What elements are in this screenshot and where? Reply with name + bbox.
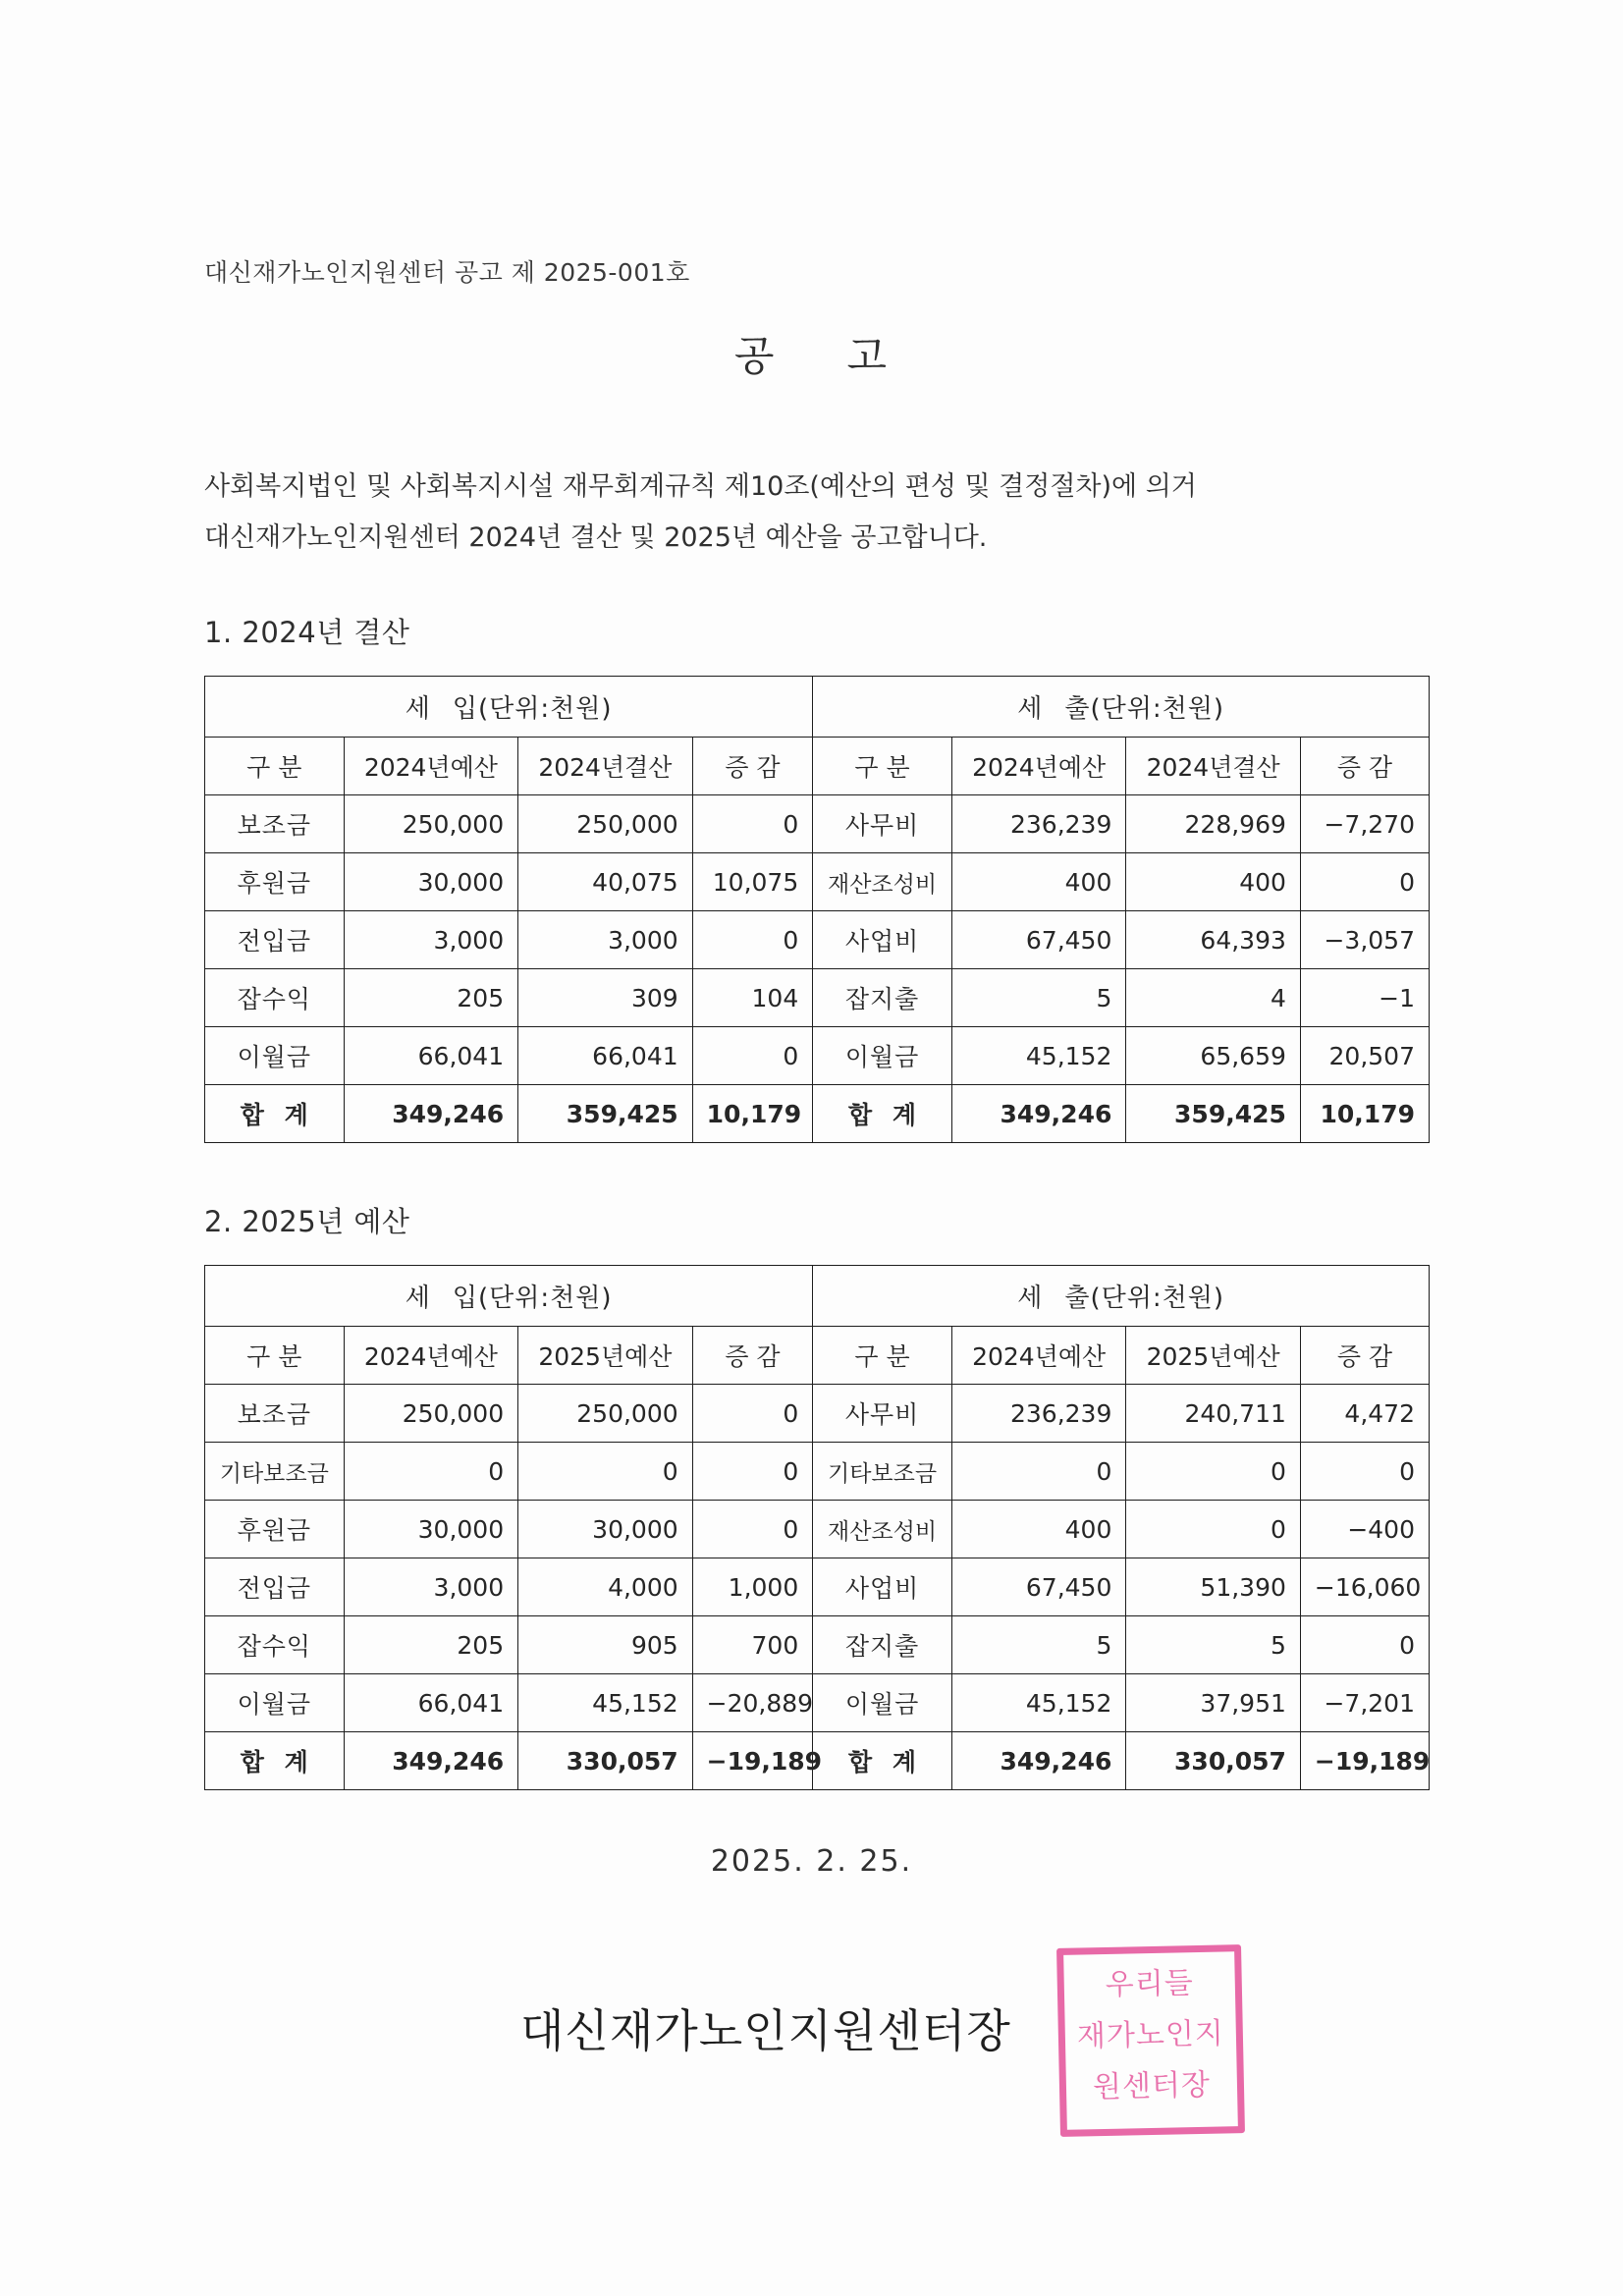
budget-2025-expense-label-3: 사업비 bbox=[813, 1558, 952, 1616]
settlement-2024-income-label-2: 전입금 bbox=[205, 911, 345, 969]
settlement-2024-expense-v2-1: 400 bbox=[1126, 853, 1301, 911]
budget-2025-income-v1-4: 205 bbox=[344, 1616, 518, 1674]
budget-2025-income-diff-0: 0 bbox=[692, 1385, 813, 1443]
budget-2025-expense-header-0: 구 분 bbox=[813, 1327, 952, 1385]
budget-2025-expense-total-v1: 349,246 bbox=[951, 1732, 1126, 1790]
budget-2025-expense-label-1: 기타보조금 bbox=[813, 1443, 952, 1501]
settlement-table-2024-wrap bbox=[204, 676, 1430, 1143]
budget-2025-income-header-0: 구 분 bbox=[205, 1327, 345, 1385]
section-2-title: 2. 2025년 예산 bbox=[204, 1205, 410, 1238]
budget-2025-income-v2-4: 905 bbox=[518, 1616, 693, 1674]
budget-2025-income-diff-2: 0 bbox=[692, 1501, 813, 1558]
settlement-2024-expense-v2-0: 228,969 bbox=[1126, 795, 1301, 853]
settlement-2024-expense-label-4: 이월금 bbox=[813, 1027, 952, 1085]
budget-2025-expense-v2-3: 51,390 bbox=[1126, 1558, 1301, 1616]
settlement-2024-expense-label-0: 사무비 bbox=[813, 795, 952, 853]
budget-2025-income-v2-1: 0 bbox=[518, 1443, 693, 1501]
settlement-2024-header-row bbox=[205, 738, 1430, 795]
budget-2025-income-diff-3: 1,000 bbox=[692, 1558, 813, 1616]
settlement-2024-expense-v2-2: 64,393 bbox=[1126, 911, 1301, 969]
budget-2025-income-header-3: 증 감 bbox=[692, 1327, 813, 1385]
budget-2025-income-banner-a: 세 bbox=[405, 1284, 431, 1313]
budget-2025-income-label-4: 잡수익 bbox=[205, 1616, 345, 1674]
signer-name: 대신재가노인지원센터장 bbox=[520, 2004, 1011, 2057]
budget-2025-income-banner-b: 입(단위:천원) bbox=[452, 1284, 613, 1313]
settlement-2024-income-banner-b: 입(단위:천원) bbox=[452, 694, 613, 724]
settlement-2024-income-total-label: 합 계 bbox=[205, 1085, 345, 1143]
budget-2025-expense-diff-2: −400 bbox=[1300, 1501, 1429, 1558]
settlement-2024-income-v2-3: 309 bbox=[518, 969, 693, 1027]
budget-2025-expense-diff-1: 0 bbox=[1300, 1443, 1429, 1501]
budget-2025-expense-v1-2: 400 bbox=[951, 1501, 1126, 1558]
seal-frame bbox=[1056, 1944, 1245, 2137]
budget-2025-expense-banner-a: 세 bbox=[1017, 1284, 1044, 1313]
settlement-2024-expense-diff-3: −1 bbox=[1300, 969, 1429, 1027]
table-row bbox=[205, 911, 1430, 969]
budget-2025-income-header-1: 2024년예산 bbox=[344, 1327, 518, 1385]
budget-2025-expense-label-0: 사무비 bbox=[813, 1385, 952, 1443]
settlement-2024-expense-header-0: 구 분 bbox=[813, 738, 952, 795]
seal-line-2: 재가노인지 bbox=[1076, 2016, 1225, 2054]
budget-2025-expense-v2-1: 0 bbox=[1126, 1443, 1301, 1501]
settlement-2024-expense-diff-4: 20,507 bbox=[1300, 1027, 1429, 1085]
table-row bbox=[205, 1027, 1430, 1085]
settlement-2024-expense-header-2: 2024년결산 bbox=[1126, 738, 1301, 795]
budget-2025-expense-total-label: 합 계 bbox=[813, 1732, 952, 1790]
settlement-2024-income-banner-a: 세 bbox=[405, 694, 431, 724]
budget-2025-expense-label-4: 잡지출 bbox=[813, 1616, 952, 1674]
table-row bbox=[205, 1616, 1430, 1674]
table-row bbox=[205, 1558, 1430, 1616]
budget-2025-expense-v2-2: 0 bbox=[1126, 1501, 1301, 1558]
settlement-2024-total-row bbox=[205, 1085, 1430, 1143]
settlement-2024-expense-v1-1: 400 bbox=[951, 853, 1126, 911]
document-number: 대신재가노인지원센터 공고 제 2025-001호 bbox=[204, 258, 690, 287]
settlement-2024-income-diff-1: 10,075 bbox=[692, 853, 813, 911]
settlement-2024-expense-label-3: 잡지출 bbox=[813, 969, 952, 1027]
budget-table-2025 bbox=[204, 1265, 1430, 1790]
budget-2025-income-v1-3: 3,000 bbox=[344, 1558, 518, 1616]
budget-2025-expense-header-3: 증 감 bbox=[1300, 1327, 1429, 1385]
budget-2025-expense-v1-5: 45,152 bbox=[951, 1674, 1126, 1732]
budget-2025-income-v1-1: 0 bbox=[344, 1443, 518, 1501]
budget-2025-header-row bbox=[205, 1327, 1430, 1385]
budget-2025-income-diff-5: −20,889 bbox=[692, 1674, 813, 1732]
budget-2025-income-v1-5: 66,041 bbox=[344, 1674, 518, 1732]
budget-2025-expense-v1-4: 5 bbox=[951, 1616, 1126, 1674]
settlement-2024-expense-v1-4: 45,152 bbox=[951, 1027, 1126, 1085]
settlement-2024-expense-banner-b: 출(단위:천원) bbox=[1064, 694, 1224, 724]
intro-line-2: 대신재가노인지원센터 2024년 결산 및 2025년 예산을 공고합니다. bbox=[204, 522, 988, 553]
settlement-table-2024-body bbox=[205, 677, 1430, 1143]
budget-2025-income-label-2: 후원금 bbox=[205, 1501, 345, 1558]
page-title bbox=[0, 324, 1623, 383]
settlement-2024-expense-header-1: 2024년예산 bbox=[951, 738, 1126, 795]
budget-2025-income-total-v2: 330,057 bbox=[518, 1732, 693, 1790]
settlement-2024-income-diff-2: 0 bbox=[692, 911, 813, 969]
settlement-2024-expense-header-3: 증 감 bbox=[1300, 738, 1429, 795]
settlement-2024-expense-v2-4: 65,659 bbox=[1126, 1027, 1301, 1085]
budget-2025-expense-header-1: 2024년예산 bbox=[951, 1327, 1126, 1385]
intro-paragraph bbox=[204, 462, 1197, 564]
budget-2025-expense-v1-0: 236,239 bbox=[951, 1385, 1126, 1443]
settlement-2024-income-v2-1: 40,075 bbox=[518, 853, 693, 911]
settlement-2024-banner-row bbox=[205, 677, 1430, 738]
page-title-char-left: 공 bbox=[733, 332, 777, 380]
settlement-2024-income-v2-4: 66,041 bbox=[518, 1027, 693, 1085]
budget-2025-income-total-diff: −19,189 bbox=[692, 1732, 813, 1790]
settlement-2024-expense-label-2: 사업비 bbox=[813, 911, 952, 969]
budget-2025-income-v1-0: 250,000 bbox=[344, 1385, 518, 1443]
settlement-2024-expense-diff-1: 0 bbox=[1300, 853, 1429, 911]
settlement-2024-income-total-diff: 10,179 bbox=[692, 1085, 813, 1143]
settlement-2024-income-header-3: 증 감 bbox=[692, 738, 813, 795]
budget-2025-expense-label-5: 이월금 bbox=[813, 1674, 952, 1732]
budget-2025-expense-label-2: 재산조성비 bbox=[813, 1501, 952, 1558]
settlement-2024-expense-banner-a: 세 bbox=[1017, 694, 1044, 724]
table-row bbox=[205, 1674, 1430, 1732]
settlement-table-2024 bbox=[204, 676, 1430, 1143]
settlement-2024-expense-total-v1: 349,246 bbox=[951, 1085, 1126, 1143]
budget-2025-income-total-v1: 349,246 bbox=[344, 1732, 518, 1790]
budget-2025-expense-v2-4: 5 bbox=[1126, 1616, 1301, 1674]
budget-2025-expense-total-diff: −19,189 bbox=[1300, 1732, 1429, 1790]
settlement-2024-income-header-2: 2024년결산 bbox=[518, 738, 693, 795]
intro-line-1: 사회복지법인 및 사회복지시설 재무회계규칙 제10조(예산의 편성 및 결정절차)에 의거 bbox=[204, 471, 1197, 502]
seal-line-1: 우리들 bbox=[1105, 1966, 1195, 2002]
budget-2025-expense-banner bbox=[813, 1266, 1430, 1327]
budget-2025-expense-total-v2: 330,057 bbox=[1126, 1732, 1301, 1790]
settlement-2024-income-diff-0: 0 bbox=[692, 795, 813, 853]
budget-2025-expense-diff-0: 4,472 bbox=[1300, 1385, 1429, 1443]
settlement-2024-income-v1-2: 3,000 bbox=[344, 911, 518, 969]
settlement-2024-income-label-0: 보조금 bbox=[205, 795, 345, 853]
budget-2025-expense-header-2: 2025년예산 bbox=[1126, 1327, 1301, 1385]
budget-2025-banner-row bbox=[205, 1266, 1430, 1327]
budget-2025-expense-diff-3: −16,060 bbox=[1300, 1558, 1429, 1616]
budget-2025-income-total-label: 합 계 bbox=[205, 1732, 345, 1790]
budget-2025-income-diff-1: 0 bbox=[692, 1443, 813, 1501]
settlement-2024-expense-label-1: 재산조성비 bbox=[813, 853, 952, 911]
budget-2025-income-label-3: 전입금 bbox=[205, 1558, 345, 1616]
budget-2025-income-diff-4: 700 bbox=[692, 1616, 813, 1674]
settlement-2024-income-v1-1: 30,000 bbox=[344, 853, 518, 911]
settlement-2024-income-total-v2: 359,425 bbox=[518, 1085, 693, 1143]
page-title-char-right: 고 bbox=[846, 332, 890, 380]
budget-2025-income-v2-5: 45,152 bbox=[518, 1674, 693, 1732]
settlement-2024-income-header-1: 2024년예산 bbox=[344, 738, 518, 795]
settlement-2024-expense-v1-0: 236,239 bbox=[951, 795, 1126, 853]
budget-2025-income-label-0: 보조금 bbox=[205, 1385, 345, 1443]
budget-2025-expense-v2-0: 240,711 bbox=[1126, 1385, 1301, 1443]
budget-2025-expense-v1-3: 67,450 bbox=[951, 1558, 1126, 1616]
settlement-2024-income-label-1: 후원금 bbox=[205, 853, 345, 911]
settlement-2024-expense-total-label: 합 계 bbox=[813, 1085, 952, 1143]
budget-2025-income-v1-2: 30,000 bbox=[344, 1501, 518, 1558]
budget-2025-expense-v2-5: 37,951 bbox=[1126, 1674, 1301, 1732]
settlement-2024-income-label-4: 이월금 bbox=[205, 1027, 345, 1085]
settlement-2024-income-v1-0: 250,000 bbox=[344, 795, 518, 853]
settlement-2024-income-diff-4: 0 bbox=[692, 1027, 813, 1085]
settlement-2024-expense-banner bbox=[813, 677, 1430, 738]
table-row bbox=[205, 1501, 1430, 1558]
budget-2025-income-header-2: 2025년예산 bbox=[518, 1327, 693, 1385]
table-row bbox=[205, 1443, 1430, 1501]
table-row bbox=[205, 795, 1430, 853]
settlement-2024-expense-total-v2: 359,425 bbox=[1126, 1085, 1301, 1143]
settlement-2024-expense-diff-0: −7,270 bbox=[1300, 795, 1429, 853]
budget-table-2025-wrap bbox=[204, 1265, 1430, 1790]
budget-2025-income-v2-3: 4,000 bbox=[518, 1558, 693, 1616]
settlement-2024-expense-v2-3: 4 bbox=[1126, 969, 1301, 1027]
budget-table-2025-body bbox=[205, 1266, 1430, 1790]
settlement-2024-income-v2-0: 250,000 bbox=[518, 795, 693, 853]
budget-2025-expense-banner-b: 출(단위:천원) bbox=[1064, 1284, 1224, 1313]
settlement-2024-income-banner bbox=[205, 677, 813, 738]
section-1-title: 1. 2024년 결산 bbox=[204, 616, 410, 649]
settlement-2024-income-label-3: 잡수익 bbox=[205, 969, 345, 1027]
budget-2025-total-row bbox=[205, 1732, 1430, 1790]
settlement-2024-income-v1-3: 205 bbox=[344, 969, 518, 1027]
budget-2025-income-label-5: 이월금 bbox=[205, 1674, 345, 1732]
budget-2025-income-v2-0: 250,000 bbox=[518, 1385, 693, 1443]
table-row bbox=[205, 969, 1430, 1027]
settlement-2024-income-v2-2: 3,000 bbox=[518, 911, 693, 969]
budget-2025-income-banner bbox=[205, 1266, 813, 1327]
table-row bbox=[205, 853, 1430, 911]
official-seal-stamp bbox=[1056, 1944, 1245, 2137]
budget-2025-expense-diff-5: −7,201 bbox=[1300, 1674, 1429, 1732]
budget-2025-income-v2-2: 30,000 bbox=[518, 1501, 693, 1558]
signature-date: 2025. 2. 25. bbox=[710, 1844, 913, 1879]
settlement-2024-income-v1-4: 66,041 bbox=[344, 1027, 518, 1085]
settlement-2024-expense-diff-2: −3,057 bbox=[1300, 911, 1429, 969]
table-row bbox=[205, 1385, 1430, 1443]
settlement-2024-income-diff-3: 104 bbox=[692, 969, 813, 1027]
settlement-2024-expense-v1-2: 67,450 bbox=[951, 911, 1126, 969]
settlement-2024-income-total-v1: 349,246 bbox=[344, 1085, 518, 1143]
settlement-2024-expense-total-diff: 10,179 bbox=[1300, 1085, 1429, 1143]
budget-2025-expense-diff-4: 0 bbox=[1300, 1616, 1429, 1674]
budget-2025-expense-v1-1: 0 bbox=[951, 1443, 1126, 1501]
settlement-2024-income-header-0: 구 분 bbox=[205, 738, 345, 795]
settlement-2024-expense-v1-3: 5 bbox=[951, 969, 1126, 1027]
seal-line-3: 원센터장 bbox=[1092, 2067, 1212, 2105]
budget-2025-income-label-1: 기타보조금 bbox=[205, 1443, 345, 1501]
